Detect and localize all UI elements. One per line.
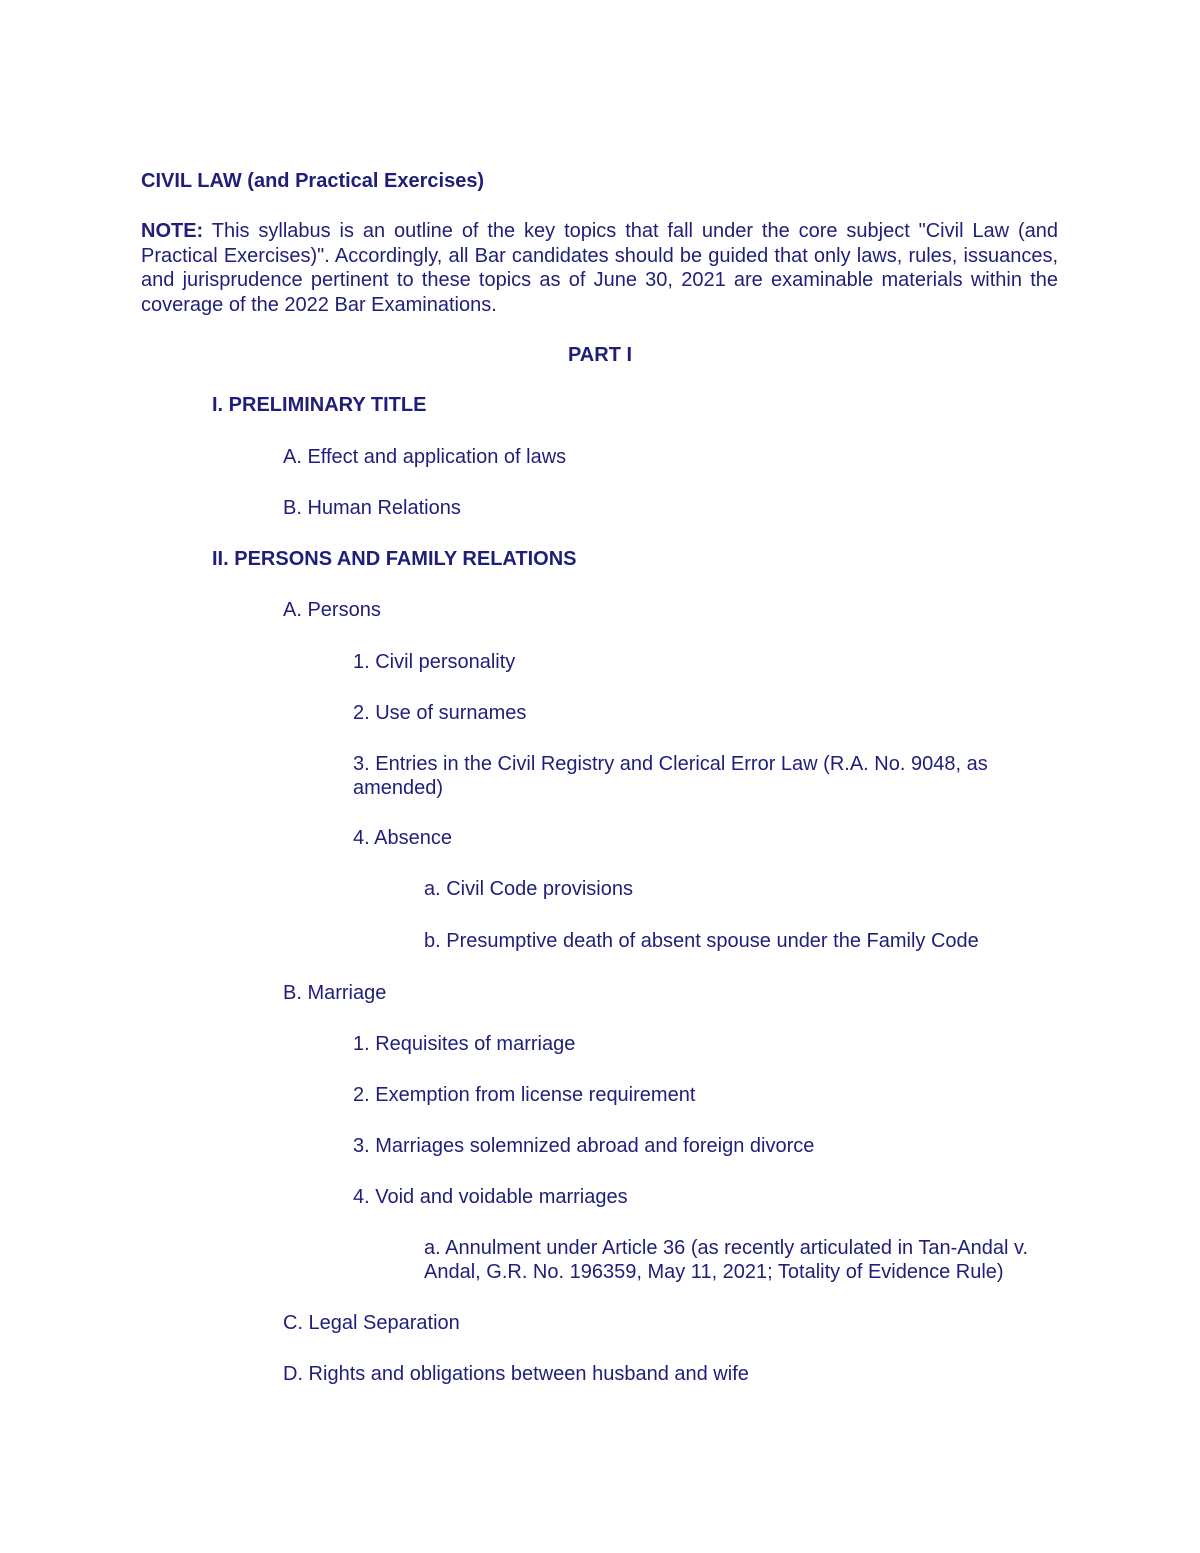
list-item: 2. Use of surnames <box>353 702 527 724</box>
list-item: 3. Marriages solemnized abroad and foreign divorce <box>353 1135 815 1157</box>
section-heading-preliminary-title: I. PRELIMINARY TITLE <box>212 394 427 416</box>
list-item: a. Annulment under Article 36 (as recently articulated in Tan-Andal v. Andal, G.R. No. 196359, May 11, 2021; Totality of Evidence Rule) <box>424 1237 1029 1283</box>
syllabus-note <box>141 219 1058 317</box>
list-item: 4. Void and voidable marriages <box>353 1186 628 1208</box>
note-text: This syllabus is an outline of the key topics that fall under the core subject "Civil Law (and Practical Exercises)". Accordingly, all Bar candidates should be guided that only laws, rules, issuances, and jurisprudence pertinent to these topics as of June 30, 2021 are examinable materials within the coverage of the 2022 Bar Examinations. <box>141 220 1058 316</box>
list-item: 3. Entries in the Civil Registry and Clerical Error Law (R.A. No. 9048, as amended) <box>353 753 988 799</box>
list-item: D. Rights and obligations between husband and wife <box>283 1363 749 1385</box>
list-item: B. Marriage <box>283 982 387 1004</box>
list-item: 1. Civil personality <box>353 651 516 673</box>
section-heading-persons-family: II. PERSONS AND FAMILY RELATIONS <box>212 548 577 570</box>
list-item: a. Civil Code provisions <box>424 878 633 900</box>
list-item: 2. Exemption from license requirement <box>353 1084 696 1106</box>
list-item: 1. Requisites of marriage <box>353 1033 576 1055</box>
list-item: 4. Absence <box>353 827 452 849</box>
list-item: B. Human Relations <box>283 497 461 519</box>
document-title: CIVIL LAW (and Practical Exercises) <box>141 170 485 192</box>
list-item: b. Presumptive death of absent spouse under the Family Code <box>424 930 979 952</box>
note-label: NOTE: <box>141 220 204 242</box>
list-item: C. Legal Separation <box>283 1312 460 1334</box>
list-item: A. Effect and application of laws <box>283 446 567 468</box>
list-item: A. Persons <box>283 599 381 621</box>
part-heading: PART I <box>567 344 633 366</box>
